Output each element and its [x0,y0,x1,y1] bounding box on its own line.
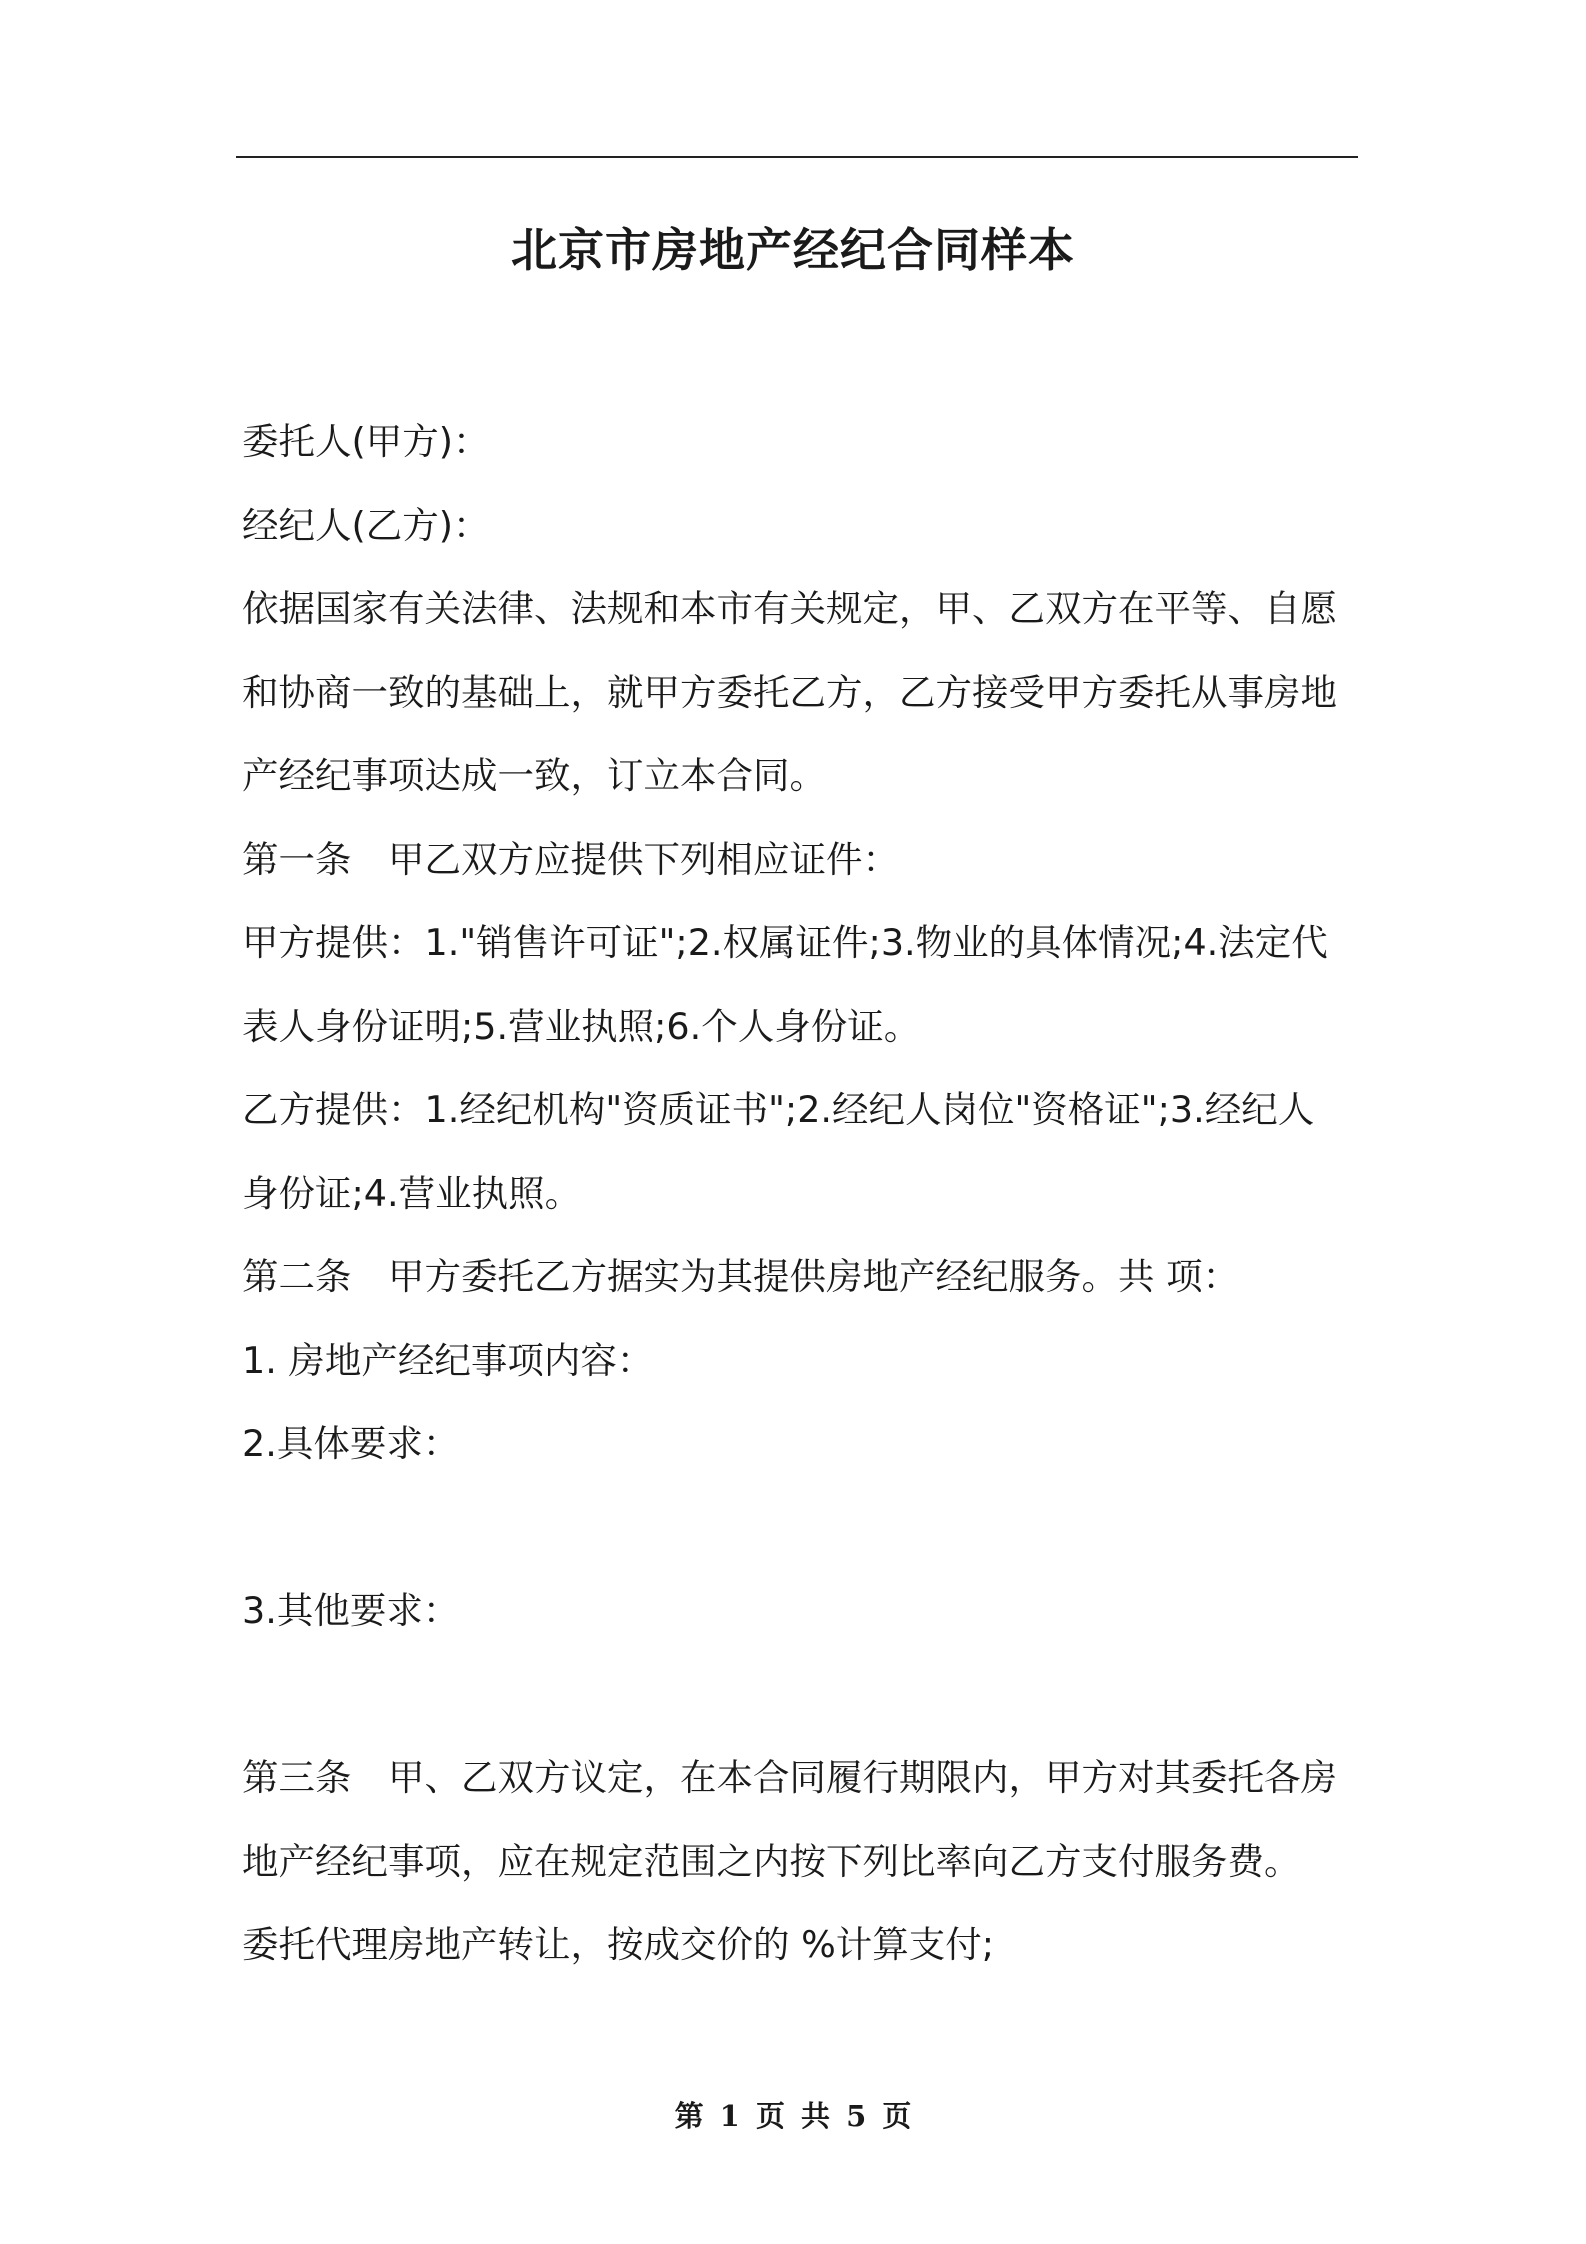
page-number: 第 1 页 共 5 页 [674,2099,912,2133]
item-1-content: 1. 房地产经纪事项内容： [242,1338,654,1382]
party-a-documents-line-1: 甲方提供：1."销售许可证";2.权属证件;3.物业的具体情况;4.法定代 [242,921,1328,964]
article-3-line-2: 地产经纪事项，应在规定范围之内按下列比率向乙方支付服务费。 [242,1839,1301,1883]
party-b-documents-line-2: 身份证;4.营业执照。 [242,1171,582,1215]
party-a-line: 委托人(甲方)： [242,420,490,463]
article-3-line-3: 委托代理房地产转让，按成交价的 %计算支付; [242,1923,995,1966]
preamble-line-1: 依据国家有关法律、法规和本市有关规定，甲、乙双方在平等、自愿 [242,587,1337,630]
header-rule [236,156,1358,158]
contract-body [242,400,1360,1987]
article-3-line-1: 第三条 甲、乙双方议定，在本合同履行期限内，甲方对其委托各房 [242,1756,1337,1799]
article-1-heading: 第一条 甲乙双方应提供下列相应证件： [242,837,899,881]
item-2-requirements: 2.具体要求： [242,1422,460,1465]
preamble-line-3: 产经纪事项达成一致，订立本合同。 [242,754,826,797]
article-2-heading: 第二条 甲方委托乙方据实为其提供房地产经纪服务。共 项： [242,1255,1240,1298]
item-3-other-requirements: 3.其他要求： [242,1589,460,1632]
party-b-documents-line-1: 乙方提供：1.经纪机构"资质证书";2.经纪人岗位"资格证";3.经纪人 [242,1088,1315,1131]
party-a-documents-line-2: 表人身份证明;5.营业执照;6.个人身份证。 [242,1004,921,1048]
blank-space [242,1486,1360,1570]
preamble-line-2: 和协商一致的基础上，就甲方委托乙方，乙方接受甲方委托从事房地 [242,670,1337,714]
party-b-line: 经纪人(乙方)： [242,503,490,547]
blank-space [242,1653,1360,1737]
document-title: 北京市房地产经纪合同样本 [511,223,1075,277]
